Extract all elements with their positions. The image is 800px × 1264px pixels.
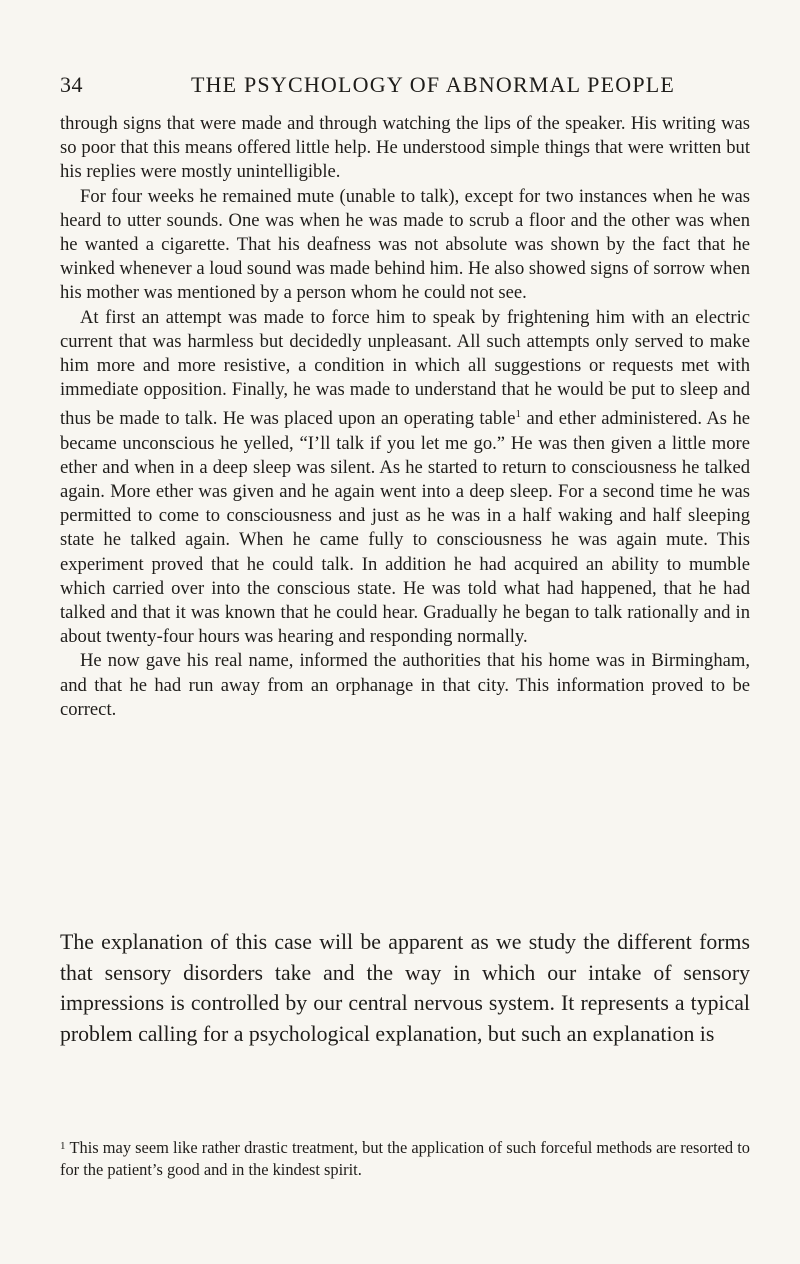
footnote — [60, 1135, 750, 1182]
paragraph-text: At first an attempt was made to force him to speak by frightening him with an electric current that was harmless but decidedly unpleasant. All such attempts only served to make him more and more resistive, a condition in which all suggestions or requests met with immediate opposition. Finally, he was made to understand that he would be put to sleep and thus be made to talk. He was placed upon an operating table — [60, 306, 750, 430]
page-number: 34 — [60, 72, 83, 97]
footnote-reference: 1 — [515, 408, 522, 421]
body-text-continued — [60, 927, 750, 1049]
paragraph — [60, 306, 750, 650]
page-header — [60, 72, 750, 98]
footnote-marker: 1 — [60, 1140, 66, 1152]
paragraph: For four weeks he remained mute (unable to talk), except for two instances when he was heard to utter sounds. One was when he was made to scrub a floor and the other was when he wanted a cigarette. That his deafness was not absolute was shown by the fact that he winked whenever a loud sound was made behind him. He also showed signs of sorrow when his mother was mentioned by a person whom he could not see. — [60, 185, 750, 304]
running-title: THE PSYCHOLOGY OF ABNORMAL PEOPLE — [190, 72, 676, 97]
body-text — [60, 112, 750, 722]
footnote-text: This may seem like rather drastic treatment, but the application of such forceful methods are resorted to for the patient’s good and in the kindest spirit. — [60, 1138, 750, 1180]
paragraph: The explanation of this case will be apparent as we study the different forms that sensory disorders take and the way in which our intake of sensory impressions is controlled by our central nervous system. It represents a typical problem calling for a psychological explanation, but such an explanation is — [60, 930, 750, 1046]
paragraph-text: and ether administered. As he became unconscious he yelled, “I’ll talk if you let me go.” He was then given a little more ether and when in a deep sleep was silent. As he started to return to consciousness he talked again. More ether was given and he again went into a deep sleep. For a second time he was permitted to come to consciousness and just as he was in a half waking and half sleeping state he talked again. When he came fully to consciousness he was again mute. This experiment proved that he could talk. In addition he had acquired an ability to mumble which carried over into the conscious state. He was told what had happened, that he had talked and that it was known that he could hear. Gradually he began to talk rationally and in about twenty-four hours was hearing and responding normally. — [60, 408, 750, 648]
paragraph: He now gave his real name, informed the authorities that his home was in Birmingham, and that he had run away from an orphanage in that city. This information proved to be correct. — [60, 650, 750, 720]
paragraph: through signs that were made and through watching the lips of the speaker. His writing was so poor that this means offered little help. He understood simple things that were written but his replies were mostly unintelligible. — [60, 113, 750, 183]
